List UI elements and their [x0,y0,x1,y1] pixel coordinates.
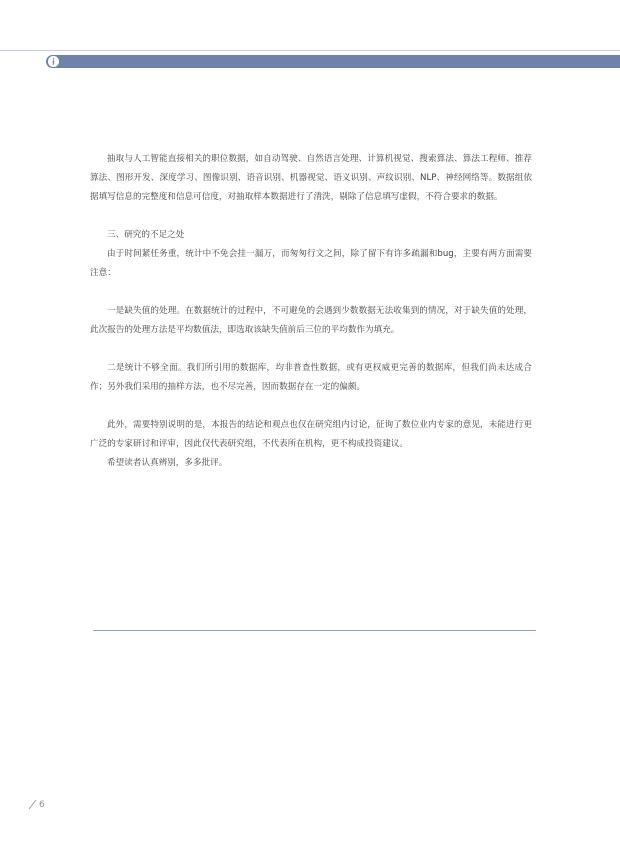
paragraph-closing: 希望读者认真辨别，多多批评。 [107,458,228,468]
page-footer [28,799,45,810]
paragraph-spacer [90,283,532,302]
header-band [46,55,620,68]
paragraph-coverage: 二是统计不够全面。我们所引用的数据库，均非普查性数据，或有更权威更完善的数据库，但我们尚未达成合作；另外我们采用的抽样方法，也不尽完善，因而数据存在一定的偏颇。 [90,363,532,392]
paragraph-limitations-intro: 由于时间紧任务重，统计中不免会挂一漏万，而匆匆行文之间，除了留下有许多疏漏和bug，主要有两方面需要注意： [90,249,532,278]
paragraph-missing-values: 一是缺失值的处理。在数据统计的过程中，不可避免的会遇到少数数据无法收集到的情况，对于缺失值的处理，此次报告的处理方法是平均数值法，即选取该缺失值前后三位的平均数作为填充。 [90,306,532,335]
top-rule [0,50,620,51]
document-body [90,150,532,473]
section-heading: 三、研究的不足之处 [107,230,185,240]
page-number: 6 [39,799,45,810]
paragraph-data-scope: 抽取与人工智能直接相关的职位数据，如自动驾驶、自然语言处理、计算机视觉、搜索算法、算法工程师、推荐算法、图形开发、深度学习、图像识别、语音识别、机器视觉、语义识别、声纹识别、NLP、神经网络等。数据组依据填写信息的完整度和信息可信度，对抽取样本数据进行了清洗，剔除了信息填写虚假，不符合要求的数据。 [90,154,532,202]
info-icon [48,56,59,67]
paragraph-spacer [90,207,532,226]
paragraph-spacer [90,397,532,416]
bottom-rule [93,630,536,631]
slash-icon [28,799,37,810]
paragraph-spacer [90,340,532,359]
paragraph-disclaimer: 此外，需要特别说明的是，本报告的结论和观点也仅在研究组内讨论，征询了数位业内专家的意见，未能进行更广泛的专家研讨和评审，因此仅代表研究组，不代表所在机构，更不构成投资建议。 [90,420,532,449]
